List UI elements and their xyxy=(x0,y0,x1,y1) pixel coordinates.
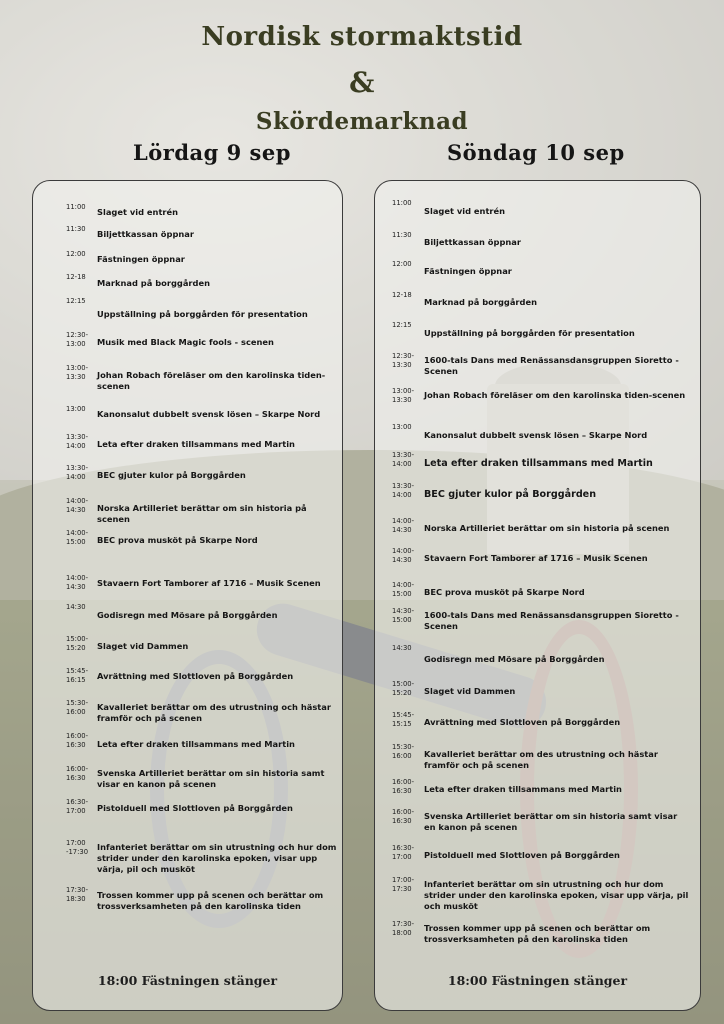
event-time: 15:00- 15:20 xyxy=(66,635,89,652)
event-time: 13:30- 14:00 xyxy=(392,482,415,499)
event-time: 17:30- 18:00 xyxy=(392,920,415,937)
event-description: Avrättning med Slottloven på Borggården xyxy=(424,717,621,727)
event-description: BEC prova musköt på Skarpe Nord xyxy=(424,587,585,597)
event-description: Stavaern Fort Tamborer af 1716 – Musik Scenen xyxy=(97,578,321,588)
event-time: 12:00 xyxy=(392,260,412,268)
event-time: 12:00 xyxy=(66,250,86,258)
event-time: 13:30- 14:00 xyxy=(392,451,415,468)
event-time: 16:30- 17:00 xyxy=(66,798,89,815)
event-time: 13:00 xyxy=(66,405,86,413)
event-time: 12-18 xyxy=(392,291,412,299)
event-time: 14:30 xyxy=(66,603,86,611)
event-time: 16:00- 16:30 xyxy=(392,808,415,825)
event-description: Trossen kommer upp på scenen och berättar om trossverksamheten på den karolinska tiden xyxy=(97,890,324,911)
event-time: 13:00- 13:30 xyxy=(66,364,89,381)
event-time: 12-18 xyxy=(66,273,86,281)
event-time: 13:00 xyxy=(392,423,412,431)
sunday-schedule-panel xyxy=(374,180,701,1011)
event-time: 14:30 xyxy=(392,644,412,652)
event-description: Infanteriet berättar om sin utrustning och hur dom strider under den karolinska epoken, visar upp värja, pil och musköt xyxy=(424,879,689,911)
event-description: Avrättning med Slottloven på Borggården xyxy=(97,671,294,681)
event-description: BEC gjuter kulor på Borggården xyxy=(424,489,597,500)
sunday-heading: Söndag 10 sep xyxy=(447,140,625,165)
event-time: 15:45- 16:15 xyxy=(66,667,89,684)
event-time: 11:00 xyxy=(392,199,412,207)
event-time: 15:30- 16:00 xyxy=(66,699,89,716)
event-description: Leta efter draken tillsammans med Martin xyxy=(424,458,653,469)
event-time: 16:00- 16:30 xyxy=(392,778,415,795)
saturday-heading: Lördag 9 sep xyxy=(133,140,291,165)
event-description: Infanteriet berättar om sin utrustning och hur dom strider under den karolinska epoken, visar upp värja, pil och musköt xyxy=(97,842,337,874)
event-description: Stavaern Fort Tamborer af 1716 – Musik Scenen xyxy=(424,553,648,563)
event-time: 12:30- 13:00 xyxy=(66,331,89,348)
event-time: 13:30- 14:00 xyxy=(66,464,89,481)
event-description: Biljettkassan öppnar xyxy=(97,229,194,239)
event-time: 12:15 xyxy=(66,297,86,305)
event-description: Kavalleriet berättar om des utrustning och hästar framför och på scenen xyxy=(424,749,658,770)
event-description: 1600-tals Dans med Renässansdansgruppen Sioretto -Scenen xyxy=(424,355,679,376)
event-description: Johan Robach föreläser om den karolinska tiden-scenen xyxy=(97,370,326,391)
saturday-schedule-panel xyxy=(32,180,343,1011)
event-time: 13:00- 13:30 xyxy=(392,387,415,404)
event-description: Fästningen öppnar xyxy=(424,266,512,276)
event-time: 14:00- 14:30 xyxy=(66,497,89,514)
event-time: 15:30- 16:00 xyxy=(392,743,415,760)
event-time: 17:00- 17:30 xyxy=(392,876,415,893)
event-time: 16:00- 16:30 xyxy=(66,765,89,782)
event-description: 1600-tals Dans med Renässansdansgruppen Sioretto -Scenen xyxy=(424,610,679,631)
event-description: Slaget vid Dammen xyxy=(424,686,516,696)
sunday-closing: 18:00 Fästningen stänger xyxy=(447,973,628,988)
event-description: Norska Artilleriet berättar om sin historia på scenen xyxy=(424,523,670,533)
event-description: Leta efter draken tillsammans med Martin xyxy=(97,439,295,449)
event-time: 11:30 xyxy=(66,225,86,233)
event-time: 12:15 xyxy=(392,321,412,329)
event-description: Johan Robach föreläser om den karolinska tiden-scenen xyxy=(424,390,686,400)
event-time: 14:00- 15:00 xyxy=(392,581,415,598)
event-description: Kanonsalut dubbelt svensk lösen – Skarpe Nord xyxy=(424,430,648,440)
event-time: 13:30- 14:00 xyxy=(66,433,89,450)
event-description: Slaget vid entrén xyxy=(97,207,179,217)
event-description: Leta efter draken tillsammans med Martin xyxy=(424,784,622,794)
event-time: 17:30- 18:30 xyxy=(66,886,89,903)
event-description: Musik med Black Magic fools - scenen xyxy=(97,337,274,347)
event-description: Kanonsalut dubbelt svensk lösen – Skarpe Nord xyxy=(97,409,321,419)
event-description: Biljettkassan öppnar xyxy=(424,237,521,247)
event-description: Marknad på borggården xyxy=(97,278,210,288)
event-time: 16:00- 16:30 xyxy=(66,732,89,749)
poster-subtitle: Skördemarknad xyxy=(255,108,469,135)
poster-title: Nordisk stormaktstid xyxy=(201,22,523,52)
event-time: 15:00- 15:20 xyxy=(392,680,415,697)
event-description: Svenska Artilleriet berättar om sin historia samt visar en kanon på scenen xyxy=(97,768,325,789)
event-description: Pistolduell med Slottloven på Borggården xyxy=(424,850,620,860)
event-description: Uppställning på borggården för presentation xyxy=(424,328,635,338)
event-description: Kavalleriet berättar om des utrustning och hästar framför och på scenen xyxy=(97,702,331,723)
event-description: BEC gjuter kulor på Borggården xyxy=(97,470,246,480)
event-time: 14:30- 15:00 xyxy=(392,607,415,624)
event-description: Svenska Artilleriet berättar om sin historia samt visar en kanon på scenen xyxy=(424,811,678,832)
event-description: Slaget vid Dammen xyxy=(97,641,189,651)
event-description: BEC prova musköt på Skarpe Nord xyxy=(97,535,258,545)
event-description: Godisregn med Mösare på Borggården xyxy=(97,610,278,620)
poster-ampersand: & xyxy=(349,66,375,99)
saturday-closing: 18:00 Fästningen stänger xyxy=(97,973,278,988)
event-description: Godisregn med Mösare på Borggården xyxy=(424,654,605,664)
event-time: 14:00- 14:30 xyxy=(392,517,415,534)
event-description: Marknad på borggården xyxy=(424,297,537,307)
event-time: 14:00- 14:30 xyxy=(392,547,415,564)
event-time: 14:00- 15:00 xyxy=(66,529,89,546)
event-time: 17:00 -17:30 xyxy=(66,839,89,856)
event-time: 12:30- 13:30 xyxy=(392,352,415,369)
event-time: 16:30- 17:00 xyxy=(392,844,415,861)
event-time: 15:45- 15:15 xyxy=(392,711,415,728)
event-time: 11:30 xyxy=(392,231,412,239)
event-time: 11:00 xyxy=(66,203,86,211)
event-description: Trossen kommer upp på scenen och berättar om trossverksamheten på den karolinska tiden xyxy=(424,923,651,944)
event-description: Pistolduell med Slottloven på Borggården xyxy=(97,803,293,813)
event-description: Uppställning på borggården för presentation xyxy=(97,309,308,319)
event-description: Norska Artilleriet berättar om sin historia på scenen xyxy=(97,503,307,524)
event-time: 14:00- 14:30 xyxy=(66,574,89,591)
event-description: Leta efter draken tillsammans med Martin xyxy=(97,739,295,749)
event-description: Slaget vid entrén xyxy=(424,206,506,216)
event-description: Fästningen öppnar xyxy=(97,254,185,264)
